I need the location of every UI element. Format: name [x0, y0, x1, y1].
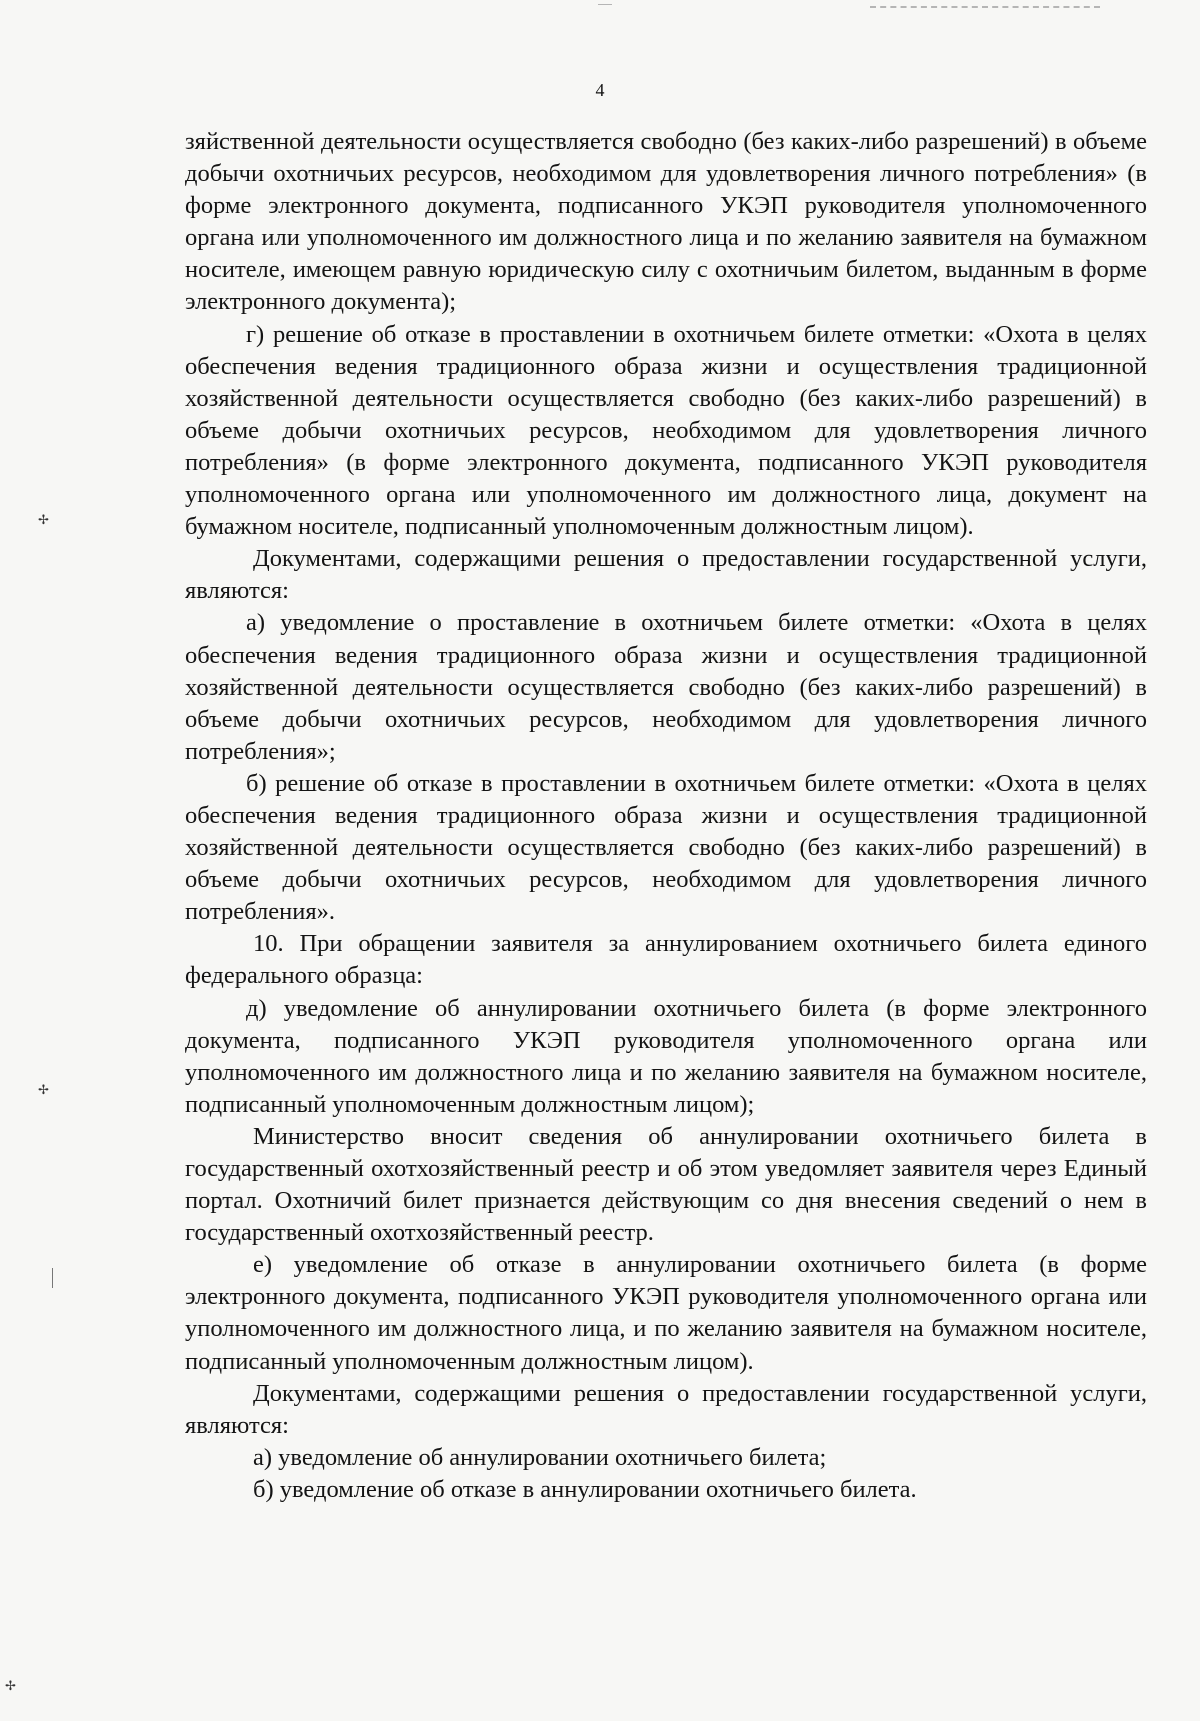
paragraph: а) уведомление о проставление в охотничьем билете отметки: «Охота в целях обеспечения ведения традиционного образа жизни и осуществления традиционной хозяйственной деятельности осуществляется свободно (без каких-либо разрешений) в объеме добычи охотничьих ресурсов, необходимом для удовлетворения личного потребления»;: [185, 609, 1147, 765]
scan-artifact-line: [598, 4, 612, 5]
binding-hole-mark: ✢: [5, 1678, 16, 1693]
paragraph: Документами, содержащими решения о предоставлении государственной услуги, являются:: [185, 1379, 1147, 1439]
paragraph: а) уведомление об аннулировании охотничьего билета;: [253, 1443, 827, 1471]
binding-hole-mark: ✢: [38, 1082, 49, 1097]
paragraph: зяйственной деятельности осуществляется свободно (без каких-либо разрешений) в объеме добычи охотничьих ресурсов, необходимом для удовлетворения личного потребления» (в форме электронного документа, подписанного УКЭП руководителя уполномоченного органа или уполномоченного им должностного лица и по желанию заявителя на бумажном носителе, имеющем равную юридическую силу с охотничьим билетом, выданным в форме электронного документа);: [185, 128, 1147, 316]
page-number: 4: [595, 80, 605, 100]
paragraph: Министерство вносит сведения об аннулировании охотничьего билета в государственный охотхозяйственный реестр и об этом уведомляет заявителя через Единый портал. Охотничий билет признается действующим со дня внесения сведений о нем в государственный охотхозяйственный реестр.: [185, 1122, 1147, 1247]
paragraph: 10. При обращении заявителя за аннулированием охотничьего билета единого федерального образца:: [185, 930, 1147, 990]
document-body: [185, 126, 1147, 1506]
binding-hole-mark: ✢: [38, 512, 49, 527]
scan-artifact-line: [52, 1268, 53, 1288]
paragraph: д) уведомление об аннулировании охотничьего билета (в форме электронного документа, подписанного УКЭП руководителя уполномоченного органа или уполномоченного им должностного лица и по желанию заявителя на бумажном носителе, подписанный уполномоченным должностным лицом);: [185, 994, 1147, 1118]
scan-artifact-line: [870, 6, 1100, 8]
paragraph: г) решение об отказе в проставлении в охотничьем билете отметки: «Охота в целях обеспечения ведения традиционного образа жизни и осуществления традиционной хозяйственной деятельности осуществляется свободно (без каких-либо разрешений) в объеме добычи охотничьих ресурсов, необходимом для удовлетворения личного потребления» (в форме электронного документа, подписанного УКЭП руководителя уполномоченного органа или уполномоченного им должностного лица, документ на бумажном носителе, подписанный уполномоченным должностным лицом).: [185, 320, 1147, 541]
paragraph: Документами, содержащими решения о предоставлении государственной услуги, являются:: [185, 545, 1147, 605]
paragraph: б) уведомление об отказе в аннулировании охотничьего билета.: [253, 1475, 917, 1503]
paragraph: б) решение об отказе в проставлении в охотничьем билете отметки: «Охота в целях обеспечения ведения традиционного образа жизни и осуществления традиционной хозяйственной деятельности осуществляется свободно (без каких-либо разрешений) в объеме добычи охотничьих ресурсов, необходимом для удовлетворения личного потребления».: [185, 769, 1147, 926]
paragraph: е) уведомление об отказе в аннулировании охотничьего билета (в форме электронного документа, подписанного УКЭП руководителя уполномоченного органа или уполномоченного им должностного лица, и по желанию заявителя на бумажном носителе, подписанный уполномоченным должностным лицом).: [185, 1251, 1147, 1375]
